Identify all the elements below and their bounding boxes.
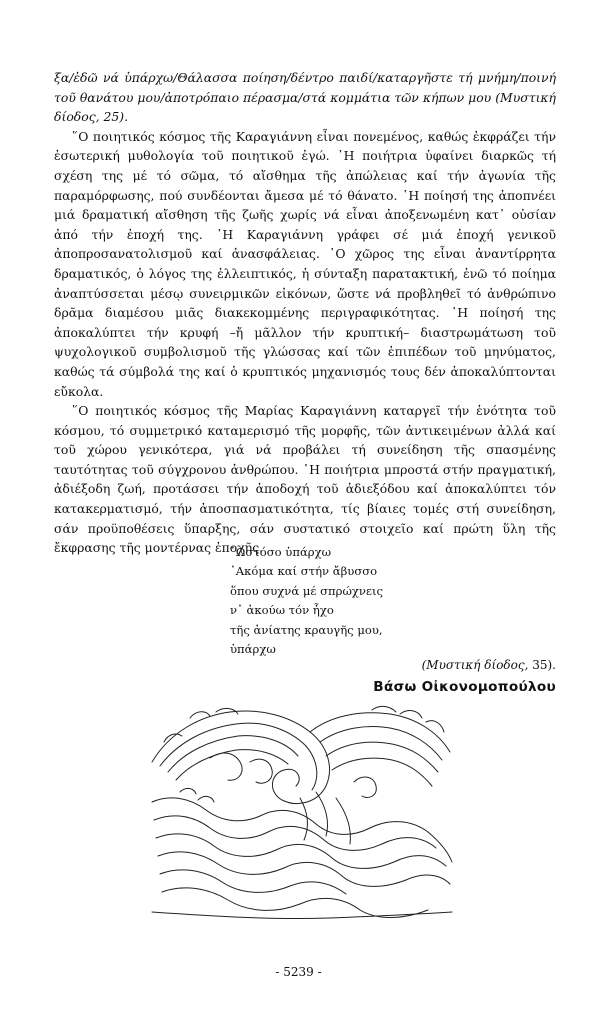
poem-line: ὑπάρχω — [230, 642, 276, 657]
paragraph-2: ῞Ο ποιητικός κόσμος τῆς Μαρίας Καραγιάννη καταργεῖ τήν ἑνότητα τοῦ κόσμου, τό συμμετρικό καταμερισμό τῆς μορφῆς, τῶν ἀντικειμένων ἀλλά καί τοῦ χώρου γενικότερα, γιά νά προβάλει τή συνείδηση τῆς σπασμένης ταυτότητας τοῦ σύγχρονου ἀνθρώπου. ῾Η ποιήτρια μπροστά στήν πραγματική, ἀδιέξοδη ζωή, προτάσσει τήν ἀποδοχή τοῦ ἀδιεξόδου καί ἀποκαλύπτει τόν κατακερματισμό, τήν ἀποσπασματικότητα, τίς βίαιες τομές στή συνείδηση, σάν προϋποθέσεις ὕπαρξης, σάν συστατικό στοιχεῖο καί πρώτη ὕλη τῆς ἔκφρασης τῆς μοντέρνας ἐποχῆς. — [54, 403, 556, 556]
poem-line: ῾Ωστόσο ὑπάρχω — [230, 545, 332, 559]
source-title: (Μυστική δίοδος, — [421, 658, 529, 672]
poem-excerpt — [230, 543, 383, 659]
poem-source — [422, 658, 556, 672]
poem-line: ν᾽ ἀκούω τόν ἦχο — [230, 603, 334, 618]
page-number: - 5239 - — [275, 965, 322, 979]
intro-quote: ξα/ἐδῶ νά ὑπάρχω/Θάλασσα ποίηση/δέντρο παιδί/καταργῆστε τή μνήμη/ποινή τοῦ θανάτου μου/ἀποτρόπαιο πέρασμα/στά κομμάτια τῶν κήπων μου (Μυστική δίοδος, 25). — [54, 70, 556, 125]
poem-line: ὅπου συχνά μέ σπρώχνεις — [230, 583, 384, 598]
author-name: Βάσω Οἰκονομοπούλου — [373, 679, 556, 695]
paragraph-1: ῞Ο ποιητικός κόσμος τῆς Καραγιάννη εἶναι πονεμένος, καθώς ἐκφράζει τήν ἐσωτερική μυθολογία τοῦ ποιητικοῦ ἐγώ. ῾Η ποιήτρια ὑφαίνει διαρκῶς τή σχέση της μέ τό σῶμα, τό αἴσθημα τῆς ἀπώλειας καί τήν ἀγωνία τῆς παραμόρφωσης, πού συνδέονται ἄμεσα μέ τό θάνατο. ῾Η ποίησή της ἀποπνέει μιά δραματική αἴσθηση τῆς ζωῆς χωρίς νά εἶναι ἀποξενωμένη κατ᾽ οὐσίαν ἀπό τήν ἐποχή της. ῾Η Καραγιάννη γράφει σέ μιά ἐποχή γενικοῦ ἀποπροσανατολισμοῦ καί ἀνασφάλειας. ῾Ο χῶρος της εἶναι ἀναντίρρητα δραματικός, ὁ λόγος της ἐλλειπτικός, ἡ σύνταξη παρατακτική, ἐνῶ τό ποίημα ἀναπτύσσεται μέσῳ συνειρμικῶν εἰκόνων, ὥστε νά προβληθεῖ τό ἀνθρώπινο δρᾶμα διαμέσου μιᾶς διακεκομμένης περιγραφικότητας. ῾Η ποίησή της ἀποκαλύπτει τήν κρυφή –ἤ μᾶλλον τήν κρυπτική– διαστρωμάτωση τοῦ ψυχολογικοῦ συμβολισμοῦ τῆς γλώσσας καί τῶν ἐπιπέδων τοῦ μηνύματος, καθώς τά σύμβολά της καί ὁ κρυπτικός μηχανισμός τους δέν ἀποκαλύπτονται εὔκολα. — [54, 128, 556, 399]
poem-line: ᾽Ακόμα καί στήν ἄβυσσο — [230, 564, 378, 579]
page-body — [54, 68, 556, 558]
source-page: 35). — [528, 658, 556, 672]
wave-drawing-icon — [150, 702, 454, 924]
poem-line: τῆς ἀνίατης κραυγῆς μου, — [230, 622, 383, 637]
